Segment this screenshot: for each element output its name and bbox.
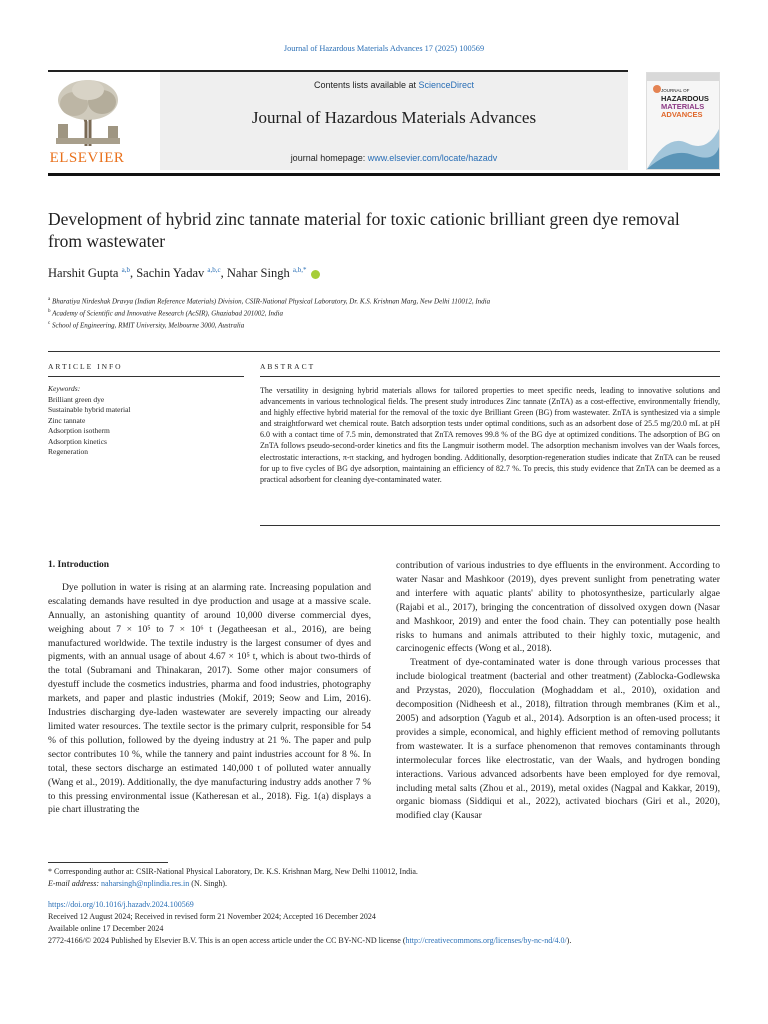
cover-line-2: HAZARDOUS [661,94,709,103]
author-name[interactable]: Harshit Gupta [48,266,119,281]
received-dates: Received 12 August 2024; Received in revised form 21 November 2024; Accepted 16 December 2024 [48,912,376,921]
license-line [48,935,728,947]
sciencedirect-link[interactable]: ScienceDirect [418,80,475,90]
author-affil-sup[interactable]: a,b,c [207,266,221,274]
orcid-icon[interactable] [311,270,320,279]
keyword: Zinc tannate [48,415,86,425]
affil-sup: b [48,308,51,314]
keyword: Sustainable hybrid material [48,405,131,414]
body-right-column [396,559,720,823]
email-suffix: (N. Singh). [189,879,228,888]
affil-text: School of Engineering, RMIT University, Melbourne 3000, Australia [51,320,245,329]
cover-line-3: MATERIALS [661,102,705,111]
article-title: Development of hybrid zinc tannate material for toxic cationic brilliant green dye removal from wastewater [48,209,680,251]
email-link[interactable]: naharsingh@nplindia.res.in [101,879,190,888]
section-heading: 1. Introduction [48,560,110,570]
corresponding-author-note: * Corresponding author at: CSIR-National Physical Laboratory, Dr. K.S. Krishnan Marg, New Delhi 110012, India. [48,867,418,876]
homepage-prefix: journal homepage: [290,153,368,163]
abstract-rule [260,376,720,377]
abstract-text: The versatility in designing hybrid materials allows for tailored properties to meet specific needs, leading to innovative solutions and advancements in various technological fields. The present study introduces Zinc tannate (ZnTA) as a cost-effective, environmentally friendly, and highly effective hybrid material for the removal of the toxic dye Brilliant Green (BG) from wastewater. ZnTA is synthesized via a simple and straightforward wet chemical route. Batch adsorption tests under optimal conditions, such as an adsorbent dose of 25.5 mg/20.0 mL at pH 6.0 with a contact time of 7.5 min, demonstrated that ZnTA removes 99.8 % of the BG dye at optimized conditions. The adsorption of BG on ZnTA follows pseudo-second-order kinetics and fits the Langmuir isotherm model. The adsorption mechanism involves van der Waals forces, electrostatic interactions, π-π stacking, and hydrogen bonding. Additionally, desorption-regeneration studies indicate that ZnTA can be reused for up to five cycles of BG dye adsorption, maintaining an efficiency of 82.7 %. To precis, this study evidence that ZnTA can be deemed as a practical adsorbent for cleaning dye-contaminated water. [260,386,720,484]
elsevier-wordmark[interactable]: ELSEVIER [49,150,125,166]
author-list: Harshit Gupta $^{a,b}$, Sachin Yadav $^{a,b,c}$, Nahar Singh $^{a,b,*}$ [48,266,320,281]
body-paragraph: Dye pollution in water is rising at an alarming rate. Increasing population and escalating demands have resulted in dye production and usage at a massive scale. Annually, an astonishing quantity of around 10,000 diverse commercial dyes, weighing about 7 × 10⁵ to 7 × 10⁶ t (Jegatheesan et al., 2016), are being manufactured worldwide. The textile industry is the largest consumer of dyes and pigments, with an annual usage of about 4.67 × 10⁵ t, which is about two-thirds of the total (Subramani and Thinakaran, 2017). Some other major consumers of dyestuff include the cosmetics industries, pharma and food industries, photography markets, and paper and plastic industries (Mokif, 2019; Seow and Lim, 2016). Industries discharging dye-laden wastewater are severely impacting our already limited water resources. The textile sector is the primary culprit, responsible for 54 % of this pollution, followed by the dyeing industry at 21 %. The paper and pulp sector contributes 10 %, while the tannery and paint industries account for 8 %. In total, these sectors discharge an estimated 140,000 t of polluted water annually (Wang et al., 2019). Additionally, the dye manufacturing industry adds another 7 % to this pressing environmental issue (Katheresan et al., 2018). Fig. 1(a) displays a pie chart illustrating the [48,581,371,816]
license-prefix: 2772-4166/© 2024 Published by Elsevier B.V. This is an open access article under the CC BY-NC-ND license ( [48,936,406,945]
affiliation [48,319,490,331]
keywords-label: Keywords: [48,384,81,393]
divider [48,351,720,352]
elsevier-tree-logo [50,74,126,150]
journal-cover[interactable] [646,72,720,170]
email-line [48,878,418,890]
keywords-block [48,384,130,458]
abstract-heading: ABSTRACT [260,362,316,371]
contents-line [160,80,628,90]
license-link[interactable]: http://creativecommons.org/licenses/by-nc-nd/4.0/ [405,936,567,945]
author-name[interactable]: Sachin Yadav [136,266,205,281]
keyword: Brilliant green dye [48,394,105,404]
journal-reference[interactable]: Journal of Hazardous Materials Advances 17 (2025) 100569 [283,44,485,53]
available-online: Available online 17 December 2024 [48,924,164,933]
journal-homepage [160,153,628,163]
footnotes [48,866,418,890]
license-suffix: ). [566,936,572,945]
abstract-bottom-rule [260,525,720,526]
author-affil-sup[interactable]: a,b [121,266,130,274]
article-info-heading: ARTICLE INFO [48,362,123,371]
affiliation [48,307,490,319]
homepage-link[interactable]: www.elsevier.com/locate/hazadv [367,153,498,163]
body-paragraph: Treatment of dye-contaminated water is done through various processes that include biological treatment (bacterial and other treatment) (Zablocka-Godlewska and Przystas, 2020), flocculation (Moghaddam et al., 2010), oxidation and decomposition (Nidheesh et al., 2018), filtration through membranes (Kim et al., 2005) and adsorption (Yagub et al., 2014). Adsorption is an often-used process; it provides a simple, economical, and highly efficient method of removing pollutants from wastewater. It is a surface phenomenon that removes contaminants through intermolecular forces like electrostatic, van der Waals, and hydrogen bonding interactions. Various advanced adsorbents have been employed for dye removal, including metal salts (Zhou et al., 2019), metal oxides (Nagpal and Kakkar, 2019), organic biomass (Siddiqui et al., 2022), activated biochars (Giri et al., 2020), modified clay (Kausar [396,657,720,822]
cover-line-4: ADVANCES [661,110,703,119]
author-name[interactable]: Nahar Singh [226,266,290,281]
affil-sup: c [48,320,51,326]
article-metadata [48,899,728,947]
affil-text: Academy of Scientific and Innovative Research (AcSIR), Ghaziabad 201002, India [52,309,283,318]
doi-link[interactable]: https://doi.org/10.1016/j.hazadv.2024.100569 [48,900,194,909]
article-info-rule [48,376,244,377]
body-left-column [48,559,371,817]
contents-prefix: Contents lists available at [313,80,419,90]
author-affil-sup[interactable]: a,b,* [292,266,307,274]
affiliation [48,295,490,307]
keyword: Adsorption kinetics [48,436,107,446]
affil-sup: a [48,297,51,302]
footnote-rule [48,862,168,863]
affiliations [48,295,490,330]
body-paragraph: contribution of various industries to dye effluents in the environment. According to water Nasar and Mashkoor (2019), dyes prevent sunlight from penetrating water and interfere with aquatic plants' ability to photosynthesize, particularly algae (Rajabi et al., 2017), bringing the concentration of dissolved oxygen down (Nasar and Mashkoor, 2019) and enter the food chain. They can potentially pose health risks to humans and animals attributed to their highly toxic, mutagenic, and carcinogenic effects (Wong et al., 2018). [396,560,720,655]
header-bottom-rule [48,173,720,176]
cover-line-1: JOURNAL OF [661,88,690,93]
affil-text: Bharatiya Nirdeshak Dravya (Indian Reference Materials) Division, CSIR-National Physical Laboratory, Dr. K.S. Krishnan Marg, New Delhi 110012, India [51,297,491,306]
email-label: E-mail address: [48,879,102,888]
keyword: Regeneration [48,447,88,456]
cover-title [661,87,709,119]
journal-title: Journal of Hazardous Materials Advances [251,108,537,127]
keyword: Adsorption isotherm [48,426,110,435]
